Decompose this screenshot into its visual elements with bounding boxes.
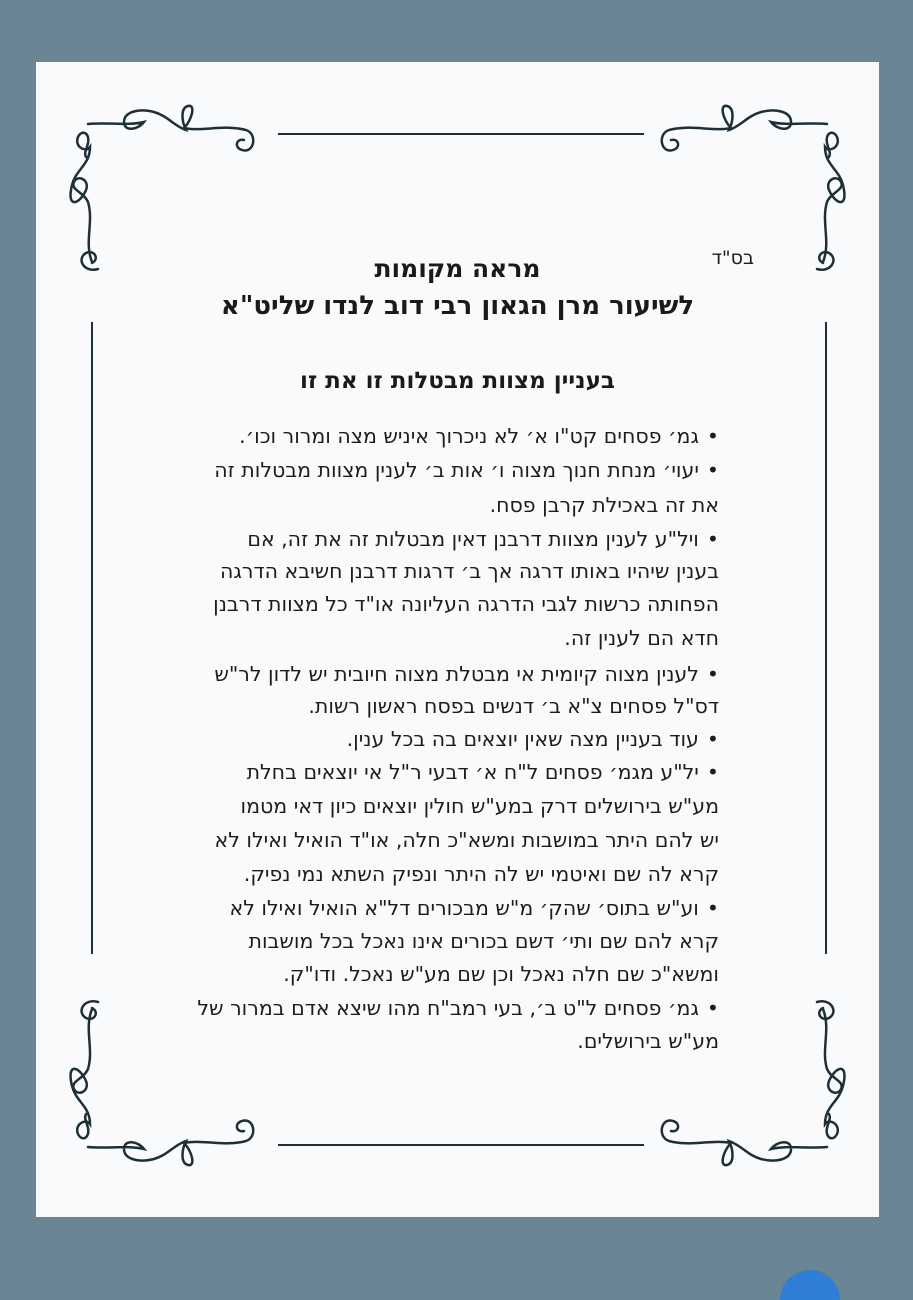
list-item-text: קרא להם שם ותי׳ דשם בכורים אינו נאכל בכל מושבות: [248, 929, 719, 953]
list-item-text: מע"ש בירושלים דרק במע"ש חולין יוצאים כיון דאי מטמו: [240, 794, 719, 818]
bullet-icon: •: [706, 727, 719, 751]
list-item-continuation: [244, 862, 719, 886]
list-item-continuation: [213, 592, 719, 616]
left-border-line: [91, 322, 93, 954]
list-item-continuation: [490, 493, 719, 517]
subtitle: בעניין מצוות מבטלות זו את זו: [300, 368, 615, 394]
list-item: [229, 896, 719, 920]
list-item-text: מע"ש בירושלים.: [577, 1029, 719, 1053]
bullet-icon: •: [706, 662, 719, 686]
bsd-header: בס"ד: [711, 247, 754, 269]
list-item-text: ויל"ע לענין מצוות דרבנן דאין מבטלות זה את זה, אם: [247, 527, 699, 551]
bullet-icon: •: [706, 527, 719, 551]
bullet-icon: •: [706, 424, 719, 448]
list-item-text: גמ׳ פסחים קט"ו א׳ לא ניכרוך איניש מצה ומרור וכו׳.: [239, 424, 699, 448]
bullet-icon: •: [706, 760, 719, 784]
list-item-continuation: [577, 1029, 719, 1053]
bottom-divider: [278, 1144, 644, 1146]
bullet-icon: •: [706, 896, 719, 920]
list-item: [197, 996, 719, 1020]
list-item-continuation: [564, 626, 719, 650]
list-item-continuation: [215, 828, 719, 852]
list-item-text: קרא לה שם ואיטמי יש לה היתר ונפיק השתא נמי נפיק.: [243, 862, 719, 886]
list-item-text: בענין שיהיו באותו דרגה אך ב׳ דרגות דרבנן חשיבא הדרגה: [220, 559, 719, 583]
list-item-text: גמ׳ פסחים ל"ט ב׳, בעי רמב"ח מהו שיצא אדם במרור של: [197, 996, 699, 1020]
list-item-text: יל"ע מגמ׳ פסחים ל"ח א׳ דבעי ר"ל אי יוצאים בחלת: [246, 760, 699, 784]
title-line-1: מראה מקומות: [374, 254, 541, 283]
list-item: [239, 424, 719, 448]
list-item: [214, 458, 719, 482]
list-item-text: חדא הם לענין זה.: [564, 626, 719, 650]
list-item-text: את זה באכילת קרבן פסח.: [489, 493, 719, 517]
list-item: [347, 727, 719, 751]
list-item-text: ומשא"כ שם חלה נאכל וכן שם מע"ש נאכל. ודו"ק.: [283, 962, 719, 986]
list-item-continuation: [220, 559, 719, 583]
list-item-text: יש להם היתר במושבות ומשא"כ חלה, או"ד הואיל ואילו לא: [214, 828, 719, 852]
list-item-continuation: [283, 962, 719, 986]
top-divider: [278, 133, 644, 135]
floating-action-button[interactable]: [780, 1270, 840, 1300]
document-page: [36, 62, 879, 1217]
list-item-text: יעוי׳ מנחת חנוך מצוה ו׳ אות ב׳ לענין מצוות מבטלות זה: [214, 458, 699, 482]
right-border-line: [825, 322, 827, 954]
list-item-continuation: [241, 794, 720, 818]
list-item-text: וע"ש בתוס׳ שהק׳ מ"ש מבכורים דל"א הואיל ואילו לא: [229, 896, 699, 920]
list-item-text: עוד בעניין מצה שאין יוצאים בה בכל ענין.: [346, 727, 699, 751]
list-item-text: הפחותה כרשות לגבי הדרגה העליונה או"ד כל מצוות דרבנן: [213, 592, 719, 616]
list-item-text: דס"ל פסחים צ"א ב׳ דנשים בפסח ראשון רשות.: [308, 694, 719, 718]
list-item: [247, 527, 719, 551]
title-line-2: לשיעור מרן הגאון רבי דוב לנדו שליט"א: [220, 291, 695, 321]
list-item-continuation: [308, 694, 719, 718]
list-item-text: לענין מצוה קיומית אי מבטלת מצוה חיובית יש לדון לר"ש: [214, 662, 699, 686]
list-item: [247, 760, 719, 784]
bullet-icon: •: [706, 458, 719, 482]
bullet-icon: •: [706, 996, 719, 1020]
list-item-continuation: [248, 929, 719, 953]
list-item: [214, 662, 719, 686]
